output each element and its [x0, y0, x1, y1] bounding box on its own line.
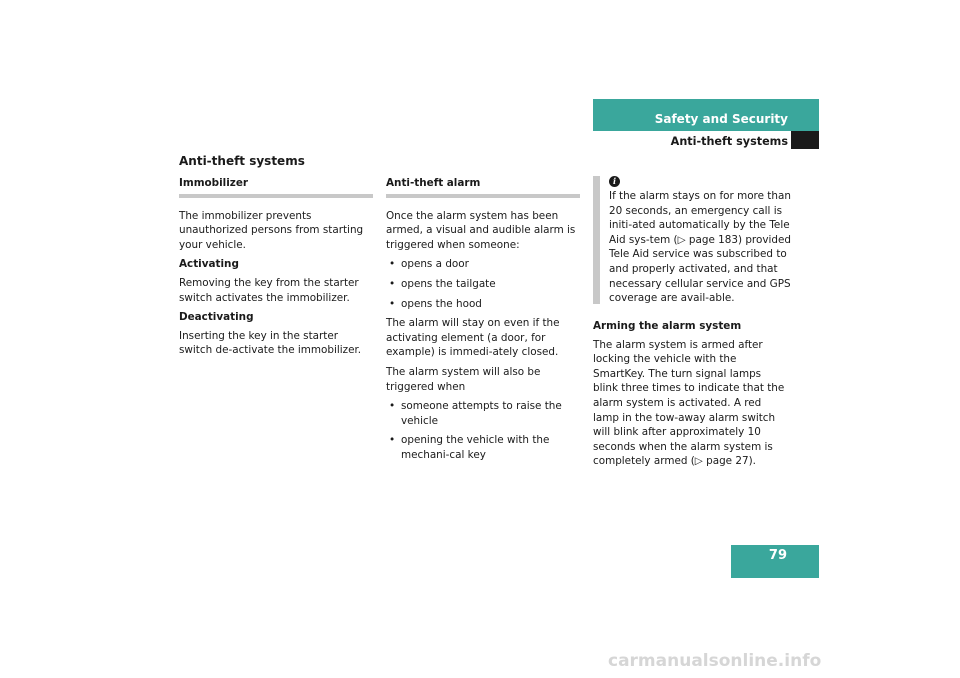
page-ref-link[interactable]: page 183 [688, 233, 738, 246]
page-ref-arrow: ▷ [694, 455, 703, 468]
page-number: 79 [768, 548, 787, 563]
page-ref-link[interactable]: page 27 [706, 455, 749, 468]
alarm-column [386, 176, 580, 468]
list-item [386, 399, 580, 428]
list-item [386, 433, 580, 462]
info-note [593, 176, 799, 306]
bullet: • [389, 297, 396, 310]
arming-text [593, 338, 789, 469]
deactivating-title: Deactivating [179, 311, 254, 324]
stay-on-text: The alarm will stay on even if the activating element (a door, for example) is immedi-ately closed. [386, 317, 560, 359]
heading-rule [386, 194, 580, 198]
section-title: Safety and Security [654, 112, 788, 126]
trigger-list [386, 257, 580, 311]
note-text [609, 189, 799, 306]
activating-text: Removing the key from the starter switch activates the immobilizer. [179, 276, 359, 304]
list-item [386, 277, 580, 292]
note-text-b: ) provided Tele Aid service was subscribed to and properly activated, and that necessary cellular service and GPS coverage are avail-able. [609, 233, 791, 305]
watermark: carmanualsonline.info [608, 651, 822, 671]
page-ref-arrow: ▷ [677, 233, 686, 246]
note-text-a: If the alarm stays on for more than 20 seconds, an emergency call is initi-ated automatically by the Tele Aid sys-tem ( [609, 190, 791, 246]
header-marker [791, 131, 819, 149]
arming-text-b: ). [748, 455, 756, 468]
list-item-text: opening the vehicle with the mechani-cal key [401, 434, 550, 461]
heading-rule [179, 194, 373, 198]
subsection-title: Anti-theft systems [670, 135, 788, 148]
note-bar [593, 176, 600, 304]
page-title: Anti-theft systems [179, 154, 305, 168]
arming-section [593, 319, 789, 474]
list-item-text: opens the hood [401, 297, 482, 310]
bullet: • [389, 400, 396, 413]
trigger-list-2 [386, 399, 580, 462]
list-item-text: someone attempts to raise the vehicle [401, 400, 562, 427]
section-header [593, 99, 819, 131]
immobilizer-intro: The immobilizer prevents unauthorized persons from starting your vehicle. [179, 209, 364, 251]
page-number-tab [731, 545, 819, 578]
list-item [386, 297, 580, 312]
alarm-intro: Once the alarm system has been armed, a visual and audible alarm is triggered when someone: [386, 209, 576, 251]
activating-title: Activating [179, 258, 239, 271]
list-item [386, 257, 580, 272]
list-item-text: opens a door [401, 258, 469, 271]
arming-text-a: The alarm system is armed after locking the vehicle with the SmartKey. The turn signal lamps blink three times to indicate that the alarm system is activated. A red lamp in the tow-away alarm switch will blink after approximately 10 seconds when the alarm system is completely armed ( [593, 338, 785, 468]
alarm-heading: Anti-theft alarm [386, 177, 481, 189]
bullet: • [389, 434, 396, 447]
immobilizer-column [179, 176, 373, 363]
arming-title: Arming the alarm system [593, 320, 742, 332]
bullet: • [389, 258, 396, 271]
also-triggered-text: The alarm system will also be triggered when [386, 365, 541, 393]
info-icon: i [609, 176, 620, 187]
immobilizer-heading: Immobilizer [179, 177, 249, 189]
bullet: • [389, 277, 396, 290]
deactivating-text: Inserting the key in the starter switch de-activate the immobilizer. [179, 329, 362, 357]
list-item-text: opens the tailgate [401, 277, 496, 290]
subsection-header [593, 131, 819, 150]
